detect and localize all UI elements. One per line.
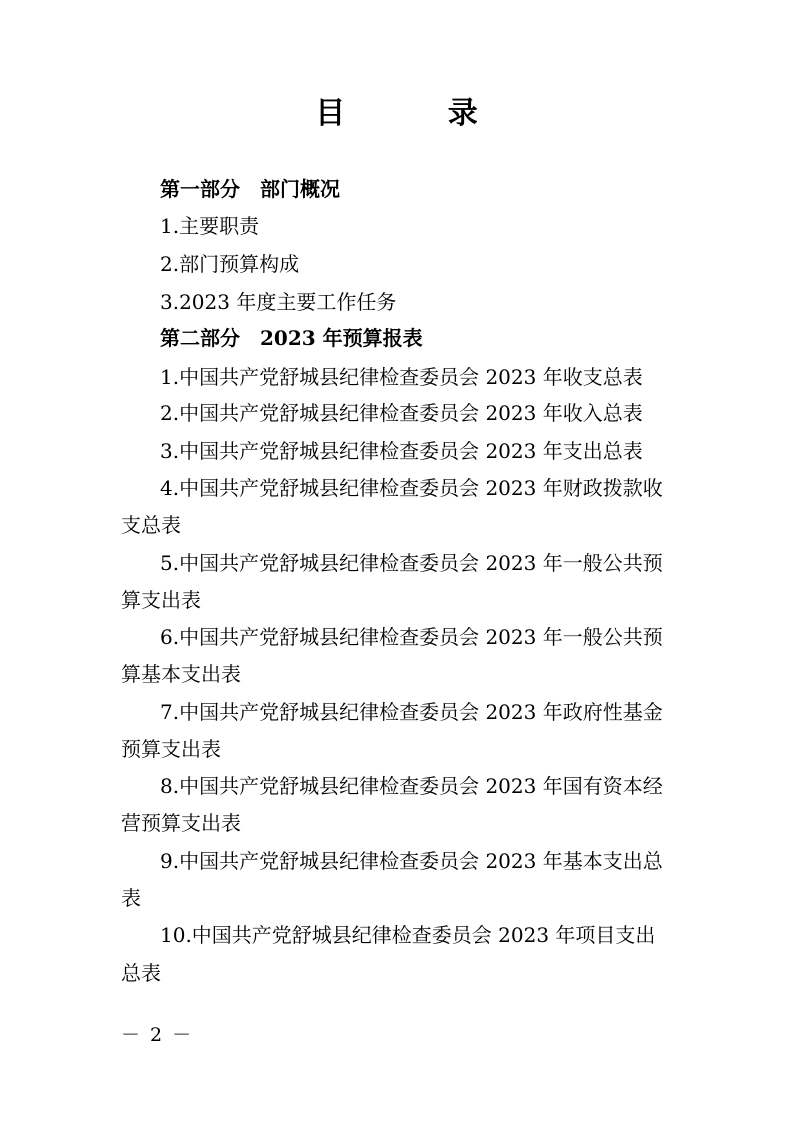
toc-item: 10.中国共产党舒城县纪律检查委员会 2023 年项目支出 xyxy=(160,923,656,947)
part2-heading: 第二部分 2023 年预算报表 xyxy=(160,326,423,350)
toc-item-continued: 预算支出表 xyxy=(121,737,221,761)
toc-item: 8.中国共产党舒城县纪律检查委员会 2023 年国有资本经 xyxy=(160,774,663,798)
toc-item: 3.2023 年度主要工作任务 xyxy=(160,290,397,314)
toc-item-continued: 算支出表 xyxy=(121,588,201,612)
toc-item: 2.部门预算构成 xyxy=(160,252,300,276)
part1-heading: 第一部分 部门概况 xyxy=(160,177,340,201)
toc-item: 5.中国共产党舒城县纪律检查委员会 2023 年一般公共预 xyxy=(160,551,663,575)
toc-item-continued: 营预算支出表 xyxy=(121,811,241,835)
page-title: 目 录 xyxy=(315,96,524,131)
toc-item: 1.中国共产党舒城县纪律检查委员会 2023 年收支总表 xyxy=(160,365,643,389)
toc-item-continued: 算基本支出表 xyxy=(121,662,241,686)
toc-item: 9.中国共产党舒城县纪律检查委员会 2023 年基本支出总 xyxy=(160,849,663,873)
toc-item: 1.主要职责 xyxy=(160,214,260,238)
toc-item-continued: 总表 xyxy=(121,961,161,985)
toc-item: 4.中国共产党舒城县纪律检查委员会 2023 年财政拨款收 xyxy=(160,476,663,500)
page-number: － 2 － xyxy=(121,1024,194,1046)
toc-item: 2.中国共产党舒城县纪律检查委员会 2023 年收入总表 xyxy=(160,401,643,425)
toc-item-continued: 支总表 xyxy=(121,513,181,537)
toc-item: 3.中国共产党舒城县纪律检查委员会 2023 年支出总表 xyxy=(160,439,643,463)
toc-item-continued: 表 xyxy=(121,886,141,910)
toc-item: 7.中国共产党舒城县纪律检查委员会 2023 年政府性基金 xyxy=(160,700,663,724)
toc-item: 6.中国共产党舒城县纪律检查委员会 2023 年一般公共预 xyxy=(160,625,663,649)
